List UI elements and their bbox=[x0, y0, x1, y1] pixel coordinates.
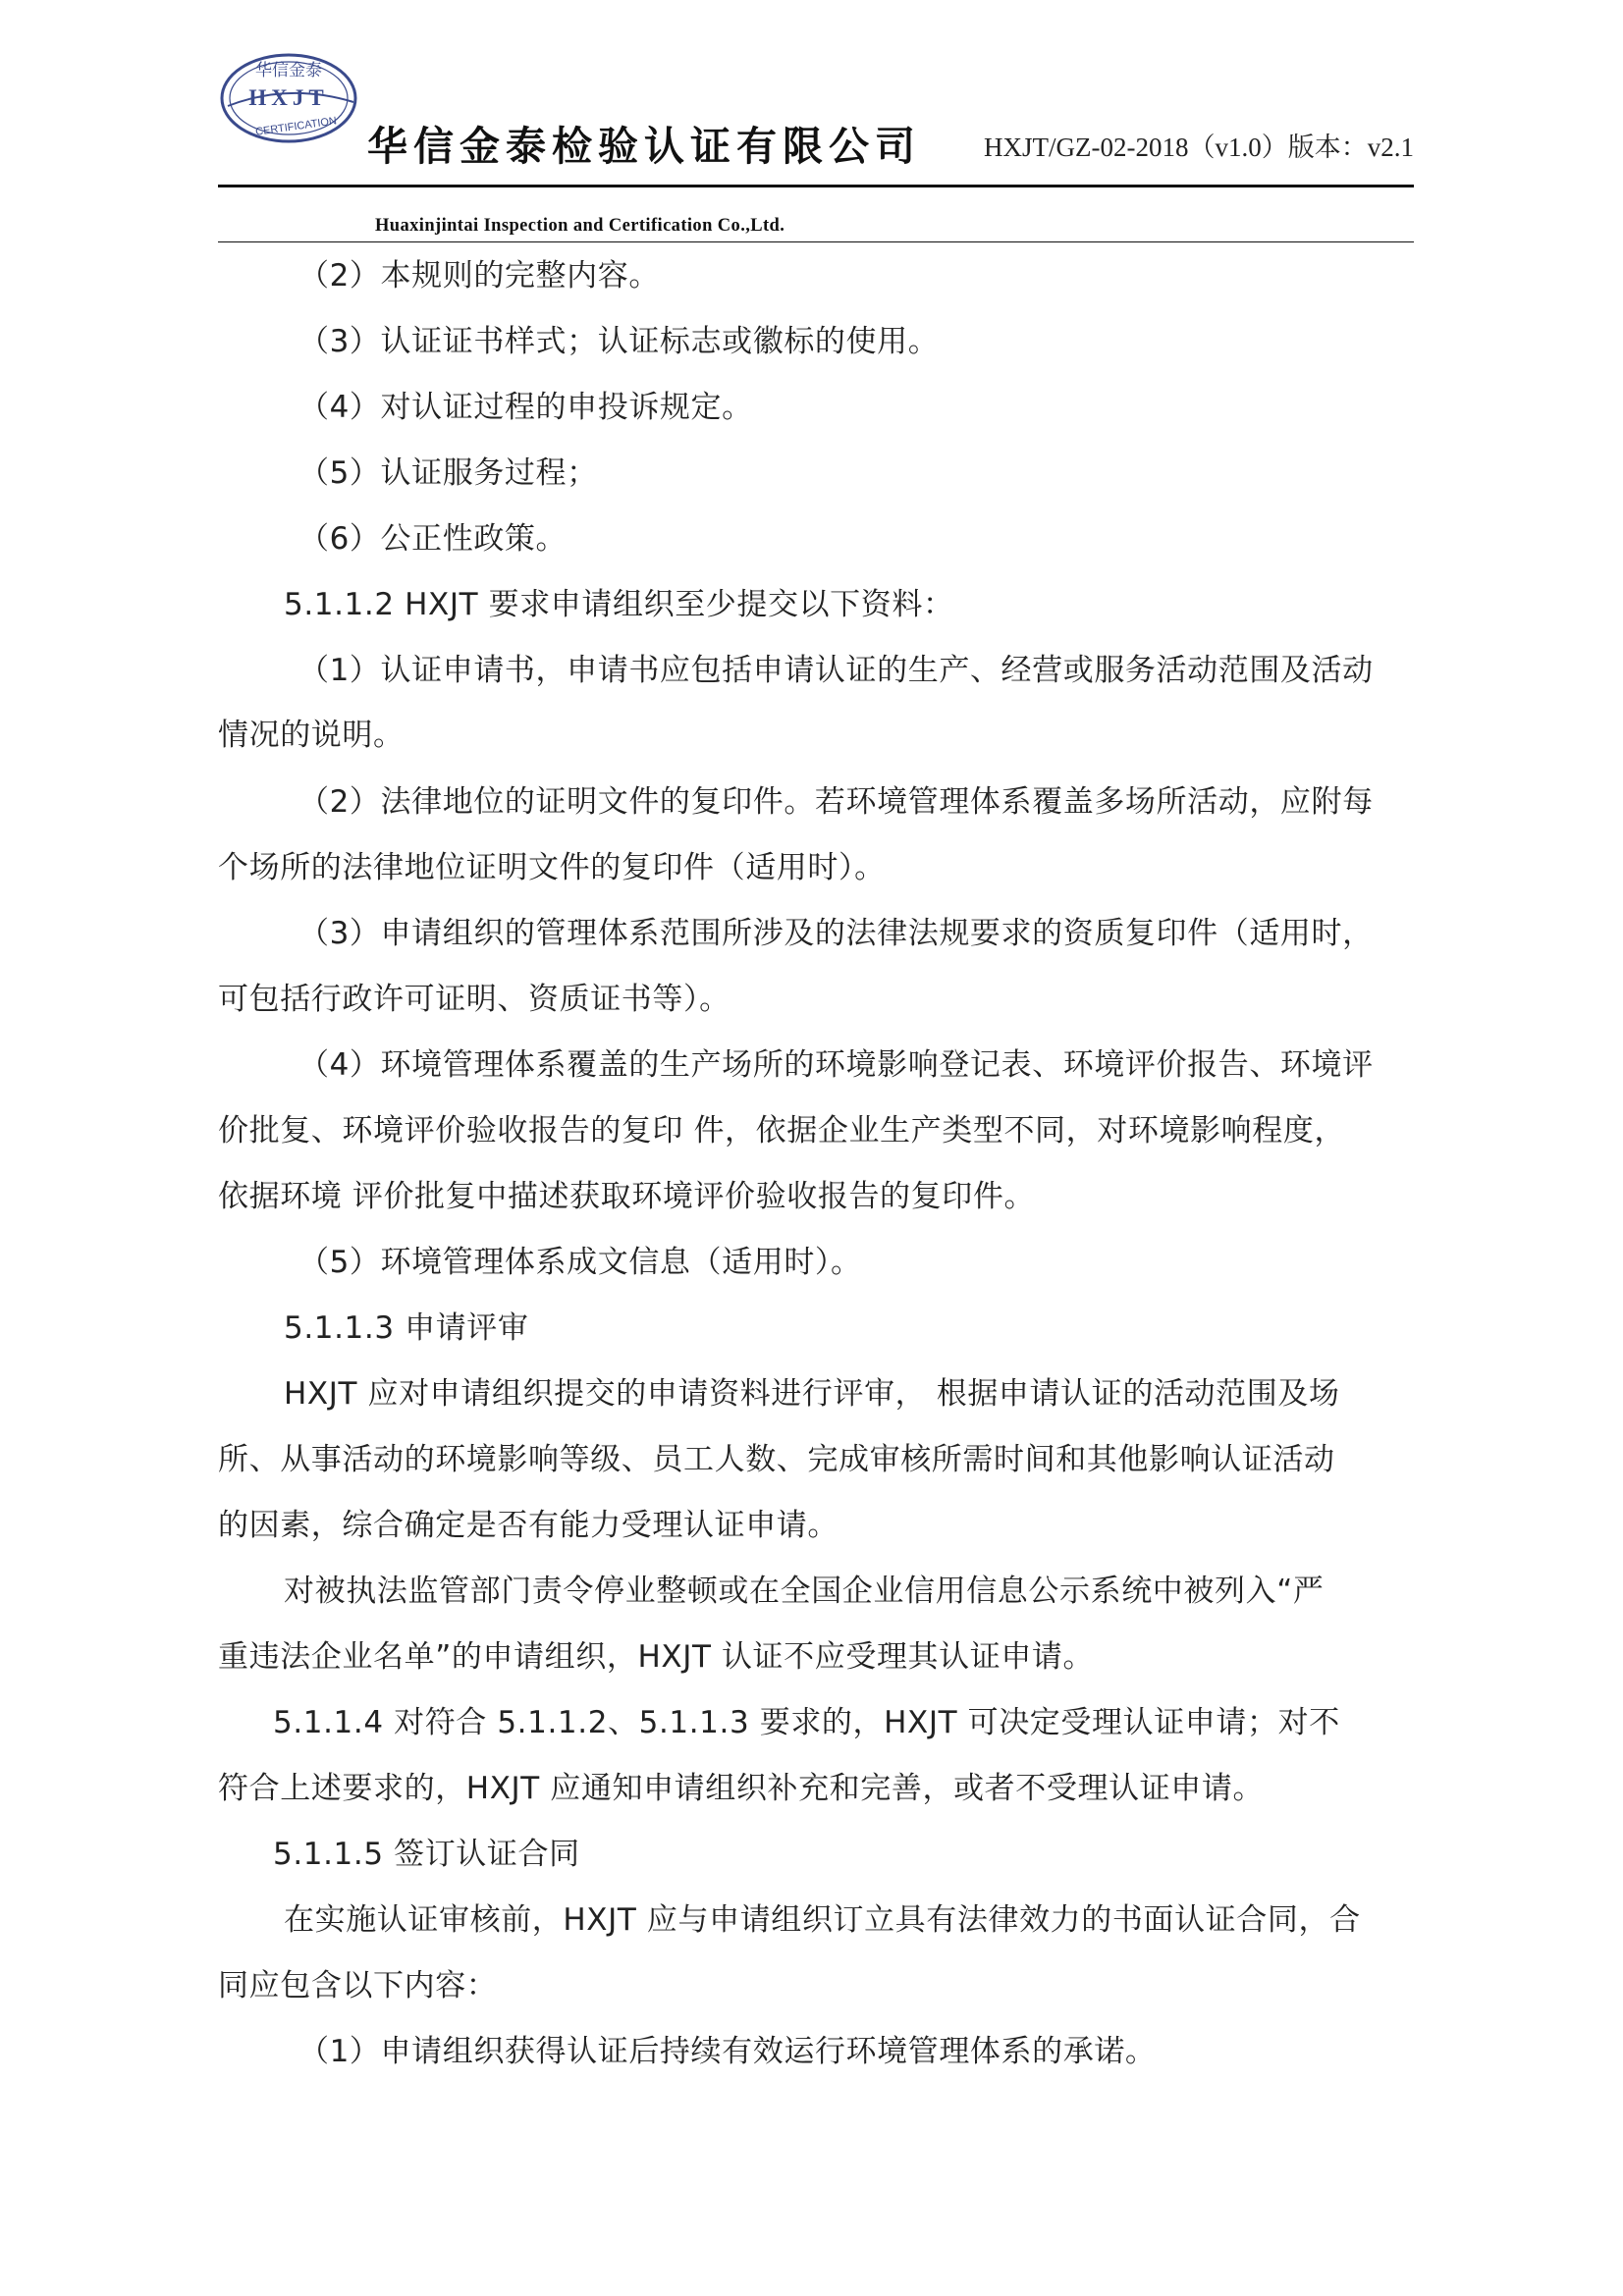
logo-text-mid: HXJT bbox=[248, 85, 329, 110]
body-line: （6）公正性政策。 bbox=[298, 521, 568, 557]
company-name-cn: 华信金泰检验认证有限公司 bbox=[367, 123, 921, 170]
body-line: HXJT 应对申请组织提交的申请资料进行评审， 根据申请认证的活动范围及场 bbox=[284, 1376, 1340, 1412]
body-line: 5.1.1.2 HXJT 要求申请组织至少提交以下资料： bbox=[284, 587, 954, 622]
body-line: 5.1.1.3 申请评审 bbox=[284, 1310, 529, 1346]
page-header bbox=[218, 49, 1414, 236]
body-line: 对被执法监管部门责令停业整顿或在全国企业信用信息公示系统中被列入“严 bbox=[284, 1574, 1325, 1609]
body-line: 可包括行政许可证明、资质证书等）。 bbox=[218, 982, 730, 1017]
logo-text-top: 华信金泰 bbox=[255, 61, 322, 80]
logo-text-bottom: CERTIFICATION bbox=[254, 115, 338, 138]
company-name-en: Huaxinjintai Inspection and Certification Co.,Ltd. bbox=[375, 216, 785, 236]
document-code: HXJT/GZ-02-2018（v1.0）版本：v2.1 bbox=[984, 133, 1414, 162]
body-line: 同应包含以下内容： bbox=[218, 1968, 498, 2003]
body-line: （3）认证证书样式；认证标志或徽标的使用。 bbox=[298, 324, 940, 359]
body-line: （4）环境管理体系覆盖的生产场所的环境影响登记表、环境评价报告、环境评 bbox=[298, 1047, 1374, 1083]
body-line: 5.1.1.4 对符合 5.1.1.2、5.1.1.3 要求的，HXJT 可决定受理认证申请；对不 bbox=[273, 1705, 1340, 1740]
body-line: （3）申请组织的管理体系范围所涉及的法律法规要求的资质复印件（适用时， bbox=[298, 916, 1374, 951]
body-line: 价批复、环境评价验收报告的复印 件，依据企业生产类型不同，对环境影响程度， bbox=[218, 1113, 1346, 1148]
header-rule-thick bbox=[218, 185, 1414, 187]
body-line: （2）法律地位的证明文件的复印件。若环境管理体系覆盖多场所活动，应附每 bbox=[298, 784, 1374, 820]
header-rule-thin bbox=[218, 241, 1414, 242]
body-line: 依据环境 评价批复中描述获取环境评价验收报告的复印件。 bbox=[218, 1179, 1036, 1214]
body-line: 所、从事活动的环境影响等级、员工人数、完成审核所需时间和其他影响认证活动 bbox=[218, 1442, 1335, 1477]
body-line: （1）申请组织获得认证后持续有效运行环境管理体系的承诺。 bbox=[298, 2034, 1157, 2069]
body-line: 情况的说明。 bbox=[218, 718, 405, 753]
body-line: （5）环境管理体系成文信息（适用时）。 bbox=[298, 1245, 862, 1280]
body-line: （1）认证申请书，申请书应包括申请认证的生产、经营或服务活动范围及活动 bbox=[298, 653, 1374, 688]
body-line: 个场所的法律地位证明文件的复印件（适用时）。 bbox=[218, 850, 886, 885]
body-line: 在实施认证审核前，HXJT 应与申请组织订立具有法律效力的书面认证合同，合 bbox=[284, 1902, 1361, 1938]
hxjt-logo bbox=[218, 49, 359, 147]
body-line: （5）认证服务过程； bbox=[298, 455, 598, 491]
body-line: 的因素，综合确定是否有能力受理认证申请。 bbox=[218, 1508, 839, 1543]
body-line: 符合上述要求的，HXJT 应通知申请组织补充和完善，或者不受理认证申请。 bbox=[218, 1771, 1265, 1806]
body-line: 重违法企业名单”的申请组织，HXJT 认证不应受理其认证申请。 bbox=[218, 1639, 1095, 1675]
body-line: 5.1.1.5 签订认证合同 bbox=[273, 1837, 580, 1872]
body-line: （2）本规则的完整内容。 bbox=[298, 258, 660, 294]
body-line: （4）对认证过程的申投诉规定。 bbox=[298, 390, 753, 425]
